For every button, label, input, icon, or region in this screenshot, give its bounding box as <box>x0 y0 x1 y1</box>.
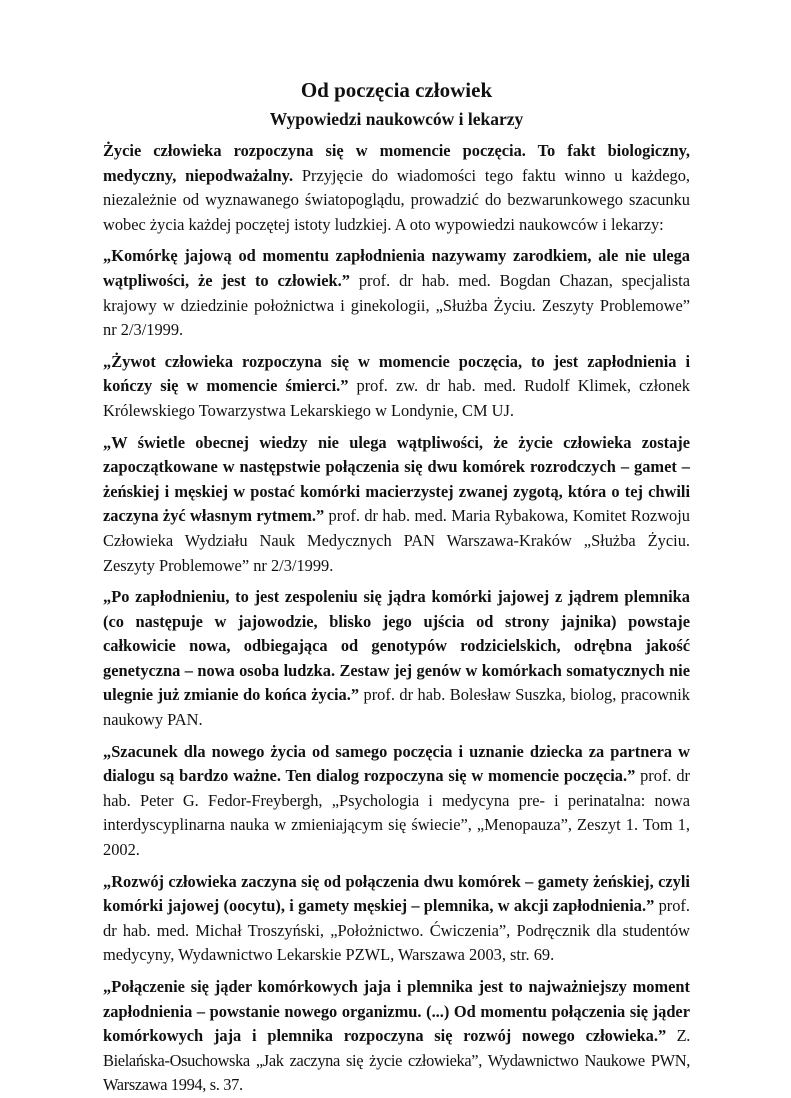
quote-source: prof. dr hab. Bolesław Suszka, biolog, pracownik naukowy PAN. <box>103 685 690 730</box>
quote-source: prof. dr hab. med. Maria Rybakowa, Komitet Rozwoju Człowieka Wydziału Nauk Medycznych PAN Warszawa-Kraków „Służba Życiu. Zeszyty Problemowe” nr 2/3/1999. <box>103 506 690 575</box>
quote-paragraph <box>103 350 690 424</box>
quote-paragraph <box>103 870 690 968</box>
quote-source: prof. dr hab. med. Michał Troszyński, „Położnictwo. Ćwiczenia”, Podręcznik dla studentów medycyny, Wydawnictwo Lekarskie PZWL, Warszawa 2003, str. 69. <box>103 896 690 965</box>
quote-paragraph <box>103 244 690 342</box>
quote-text: „Komórkę jajową od momentu zapłodnienia nazywamy zarodkiem, ale nie ulega wątpliwości, że jest to człowiek.” <box>103 246 690 290</box>
quote-text: „Połączenie się jąder komórkowych jaja i plemnika jest to najważniejszy moment zapłodnienia – powstanie nowego organizmu. (...) Od momentu połączenia się jąder komórkowych jaja i plemnika rozpoczyna się rozwój nowego człowieka.” <box>103 977 690 1046</box>
quote-text: „W świetle obecnej wiedzy nie ulega wątpliwości, że życie człowieka zostaje zapoczątkowane w następstwie połączenia się dwu komórek rozrodczych – gamet – żeńskiej i męskiej w postać komórki macierzystej zwanej zygotą, która o tej chwili zaczyna żyć własnym rytmem.” <box>103 432 690 526</box>
quote-source: Z. Bielańska-Osuchowska „Jak zaczyna się życie człowieka”, Wydawnictwo Naukowe PWN, Warszawa 1994, s. 37. <box>103 1026 690 1095</box>
page-title: Od poczęcia człowiek <box>300 78 493 102</box>
quote-paragraph <box>103 975 690 1098</box>
quote-source: prof. dr hab. med. Bogdan Chazan, specjalista krajowy w dziedzinie położnictwa i ginekologii, „Służba Życiu. Zeszyty Problemowe” nr 2/3/1999. <box>103 270 690 340</box>
intro-text: Przyjęcie do wiadomości tego faktu winno u każdego, niezależnie od wyznawanego światopoglądu, prowadzić do bezwarunkowego szacunku wobec życia każdej poczętej istoty ludzkiej. A oto wypowiedzi naukowców i lekarzy: <box>103 165 690 234</box>
quote-paragraph <box>103 740 690 863</box>
intro-paragraph <box>103 139 690 237</box>
quote-paragraph <box>103 585 690 733</box>
quote-source: prof. dr hab. Peter G. Fedor-Freybergh, „Psychologia i medycyna pre- i perinatalna: nowa interdyscyplinarna nauka w zmieniającym się świecie”, „Menopauza”, Zeszyt 1. Tom 1, 2002. <box>103 766 690 860</box>
quote-text: „Rozwój człowieka zaczyna się od połączenia dwu komórek – gamety żeńskiej, czyli komórki jajowej (oocytu), i gamety męskiej – plemnika, w akcji zapłodnienia.” <box>103 871 690 916</box>
intro-bold-text: Życie człowieka rozpoczyna się w momencie poczęcia. To fakt biologiczny, medyczny, niepodważalny. <box>103 141 690 185</box>
page-subtitle: Wypowiedzi naukowców i lekarzy <box>269 109 524 129</box>
quote-text: „Żywot człowieka rozpoczyna się w momencie poczęcia, to jest zapłodnienia i kończy się w momencie śmierci.” <box>103 351 690 396</box>
quote-paragraph <box>103 431 690 579</box>
quote-text: „Po zapłodnieniu, to jest zespoleniu się jądra komórki jajowej z jądrem plemnika (co następuje w jajowodzie, blisko jego ujścia od strony jajnika) powstaje całkowicie nowa, odbiegająca od genotypów rodzicielskich, odrębna jakość genetyczna – nowa osoba ludzka. Zestaw jej genów w komórkach somatycznych nie ulegnie już zmianie do końca życia.” <box>103 587 690 705</box>
quote-text: „Szacunek dla nowego życia od samego poczęcia i uznanie dziecka za partnera w dialogu są bardzo ważne. Ten dialog rozpoczyna się w momencie poczęcia.” <box>103 741 690 786</box>
quote-source: prof. zw. dr hab. med. Rudolf Klimek, członek Królewskiego Towarzystwa Lekarskiego w Londynie, CM UJ. <box>103 376 690 420</box>
